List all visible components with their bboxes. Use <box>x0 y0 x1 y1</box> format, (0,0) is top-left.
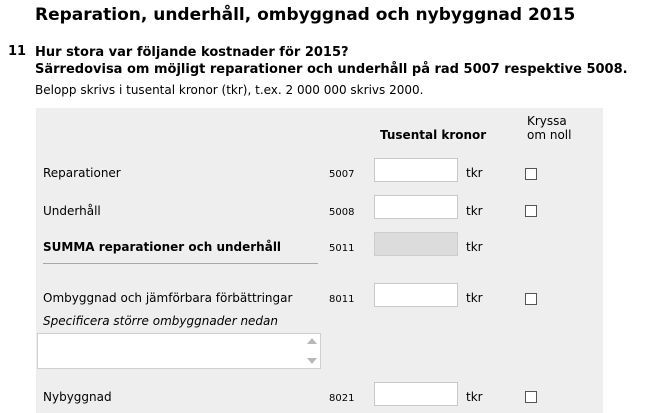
question-line-1: Hur stora var följande kostnader för 2015? <box>35 45 349 60</box>
zero-column-header <box>527 114 571 142</box>
scroll-down-icon[interactable] <box>307 358 317 364</box>
zero-header-line-2: om noll <box>527 128 572 142</box>
row-code-8011: 8011 <box>329 294 355 305</box>
row-label-summa: SUMMA reparationer och underhåll <box>43 240 282 254</box>
row-code-5008: 5008 <box>329 207 355 218</box>
amount-input-8011[interactable] <box>374 283 458 307</box>
zero-checkbox-5007[interactable] <box>525 168 537 180</box>
amount-input-5008[interactable] <box>374 195 458 219</box>
amount-input-8021[interactable] <box>374 382 458 406</box>
zero-checkbox-8011[interactable] <box>525 293 537 305</box>
specify-textarea[interactable] <box>37 333 321 369</box>
scroll-up-icon[interactable] <box>307 338 317 344</box>
row-label-ombyggnad: Ombyggnad och jämförbara förbättringar <box>43 291 293 305</box>
unit-label: tkr <box>466 390 483 404</box>
row-code-5007: 5007 <box>329 169 355 180</box>
sum-field-5011 <box>374 232 458 256</box>
zero-checkbox-8021[interactable] <box>525 391 537 403</box>
row-label-underhall: Underhåll <box>43 204 101 218</box>
section-title: Reparation, underhåll, ombyggnad och nybyggnad 2015 <box>35 5 576 25</box>
question-line-2: Särredovisa om möjligt reparationer och underhåll på rad 5007 respektive 5008. <box>35 62 628 77</box>
amount-column-header: Tusental kronor <box>380 128 487 142</box>
question-text <box>35 44 628 78</box>
unit-label: tkr <box>466 240 483 254</box>
zero-header-line-1: Kryssa <box>527 114 567 128</box>
unit-label: tkr <box>466 291 483 305</box>
row-label-nybyggnad: Nybyggnad <box>43 390 112 404</box>
amount-input-5007[interactable] <box>374 158 458 182</box>
sum-divider <box>43 263 318 264</box>
question-number: 11 <box>8 44 27 59</box>
zero-checkbox-5008[interactable] <box>525 205 537 217</box>
unit-label: tkr <box>466 166 483 180</box>
specify-label: Specificera större ombyggnader nedan <box>43 314 279 328</box>
row-label-reparationer: Reparationer <box>43 166 121 180</box>
row-code-5011: 5011 <box>329 243 355 254</box>
unit-label: tkr <box>466 204 483 218</box>
row-code-8021: 8021 <box>329 393 355 404</box>
question-hint: Belopp skrivs i tusental kronor (tkr), t.ex. 2 000 000 skrivs 2000. <box>35 83 424 97</box>
